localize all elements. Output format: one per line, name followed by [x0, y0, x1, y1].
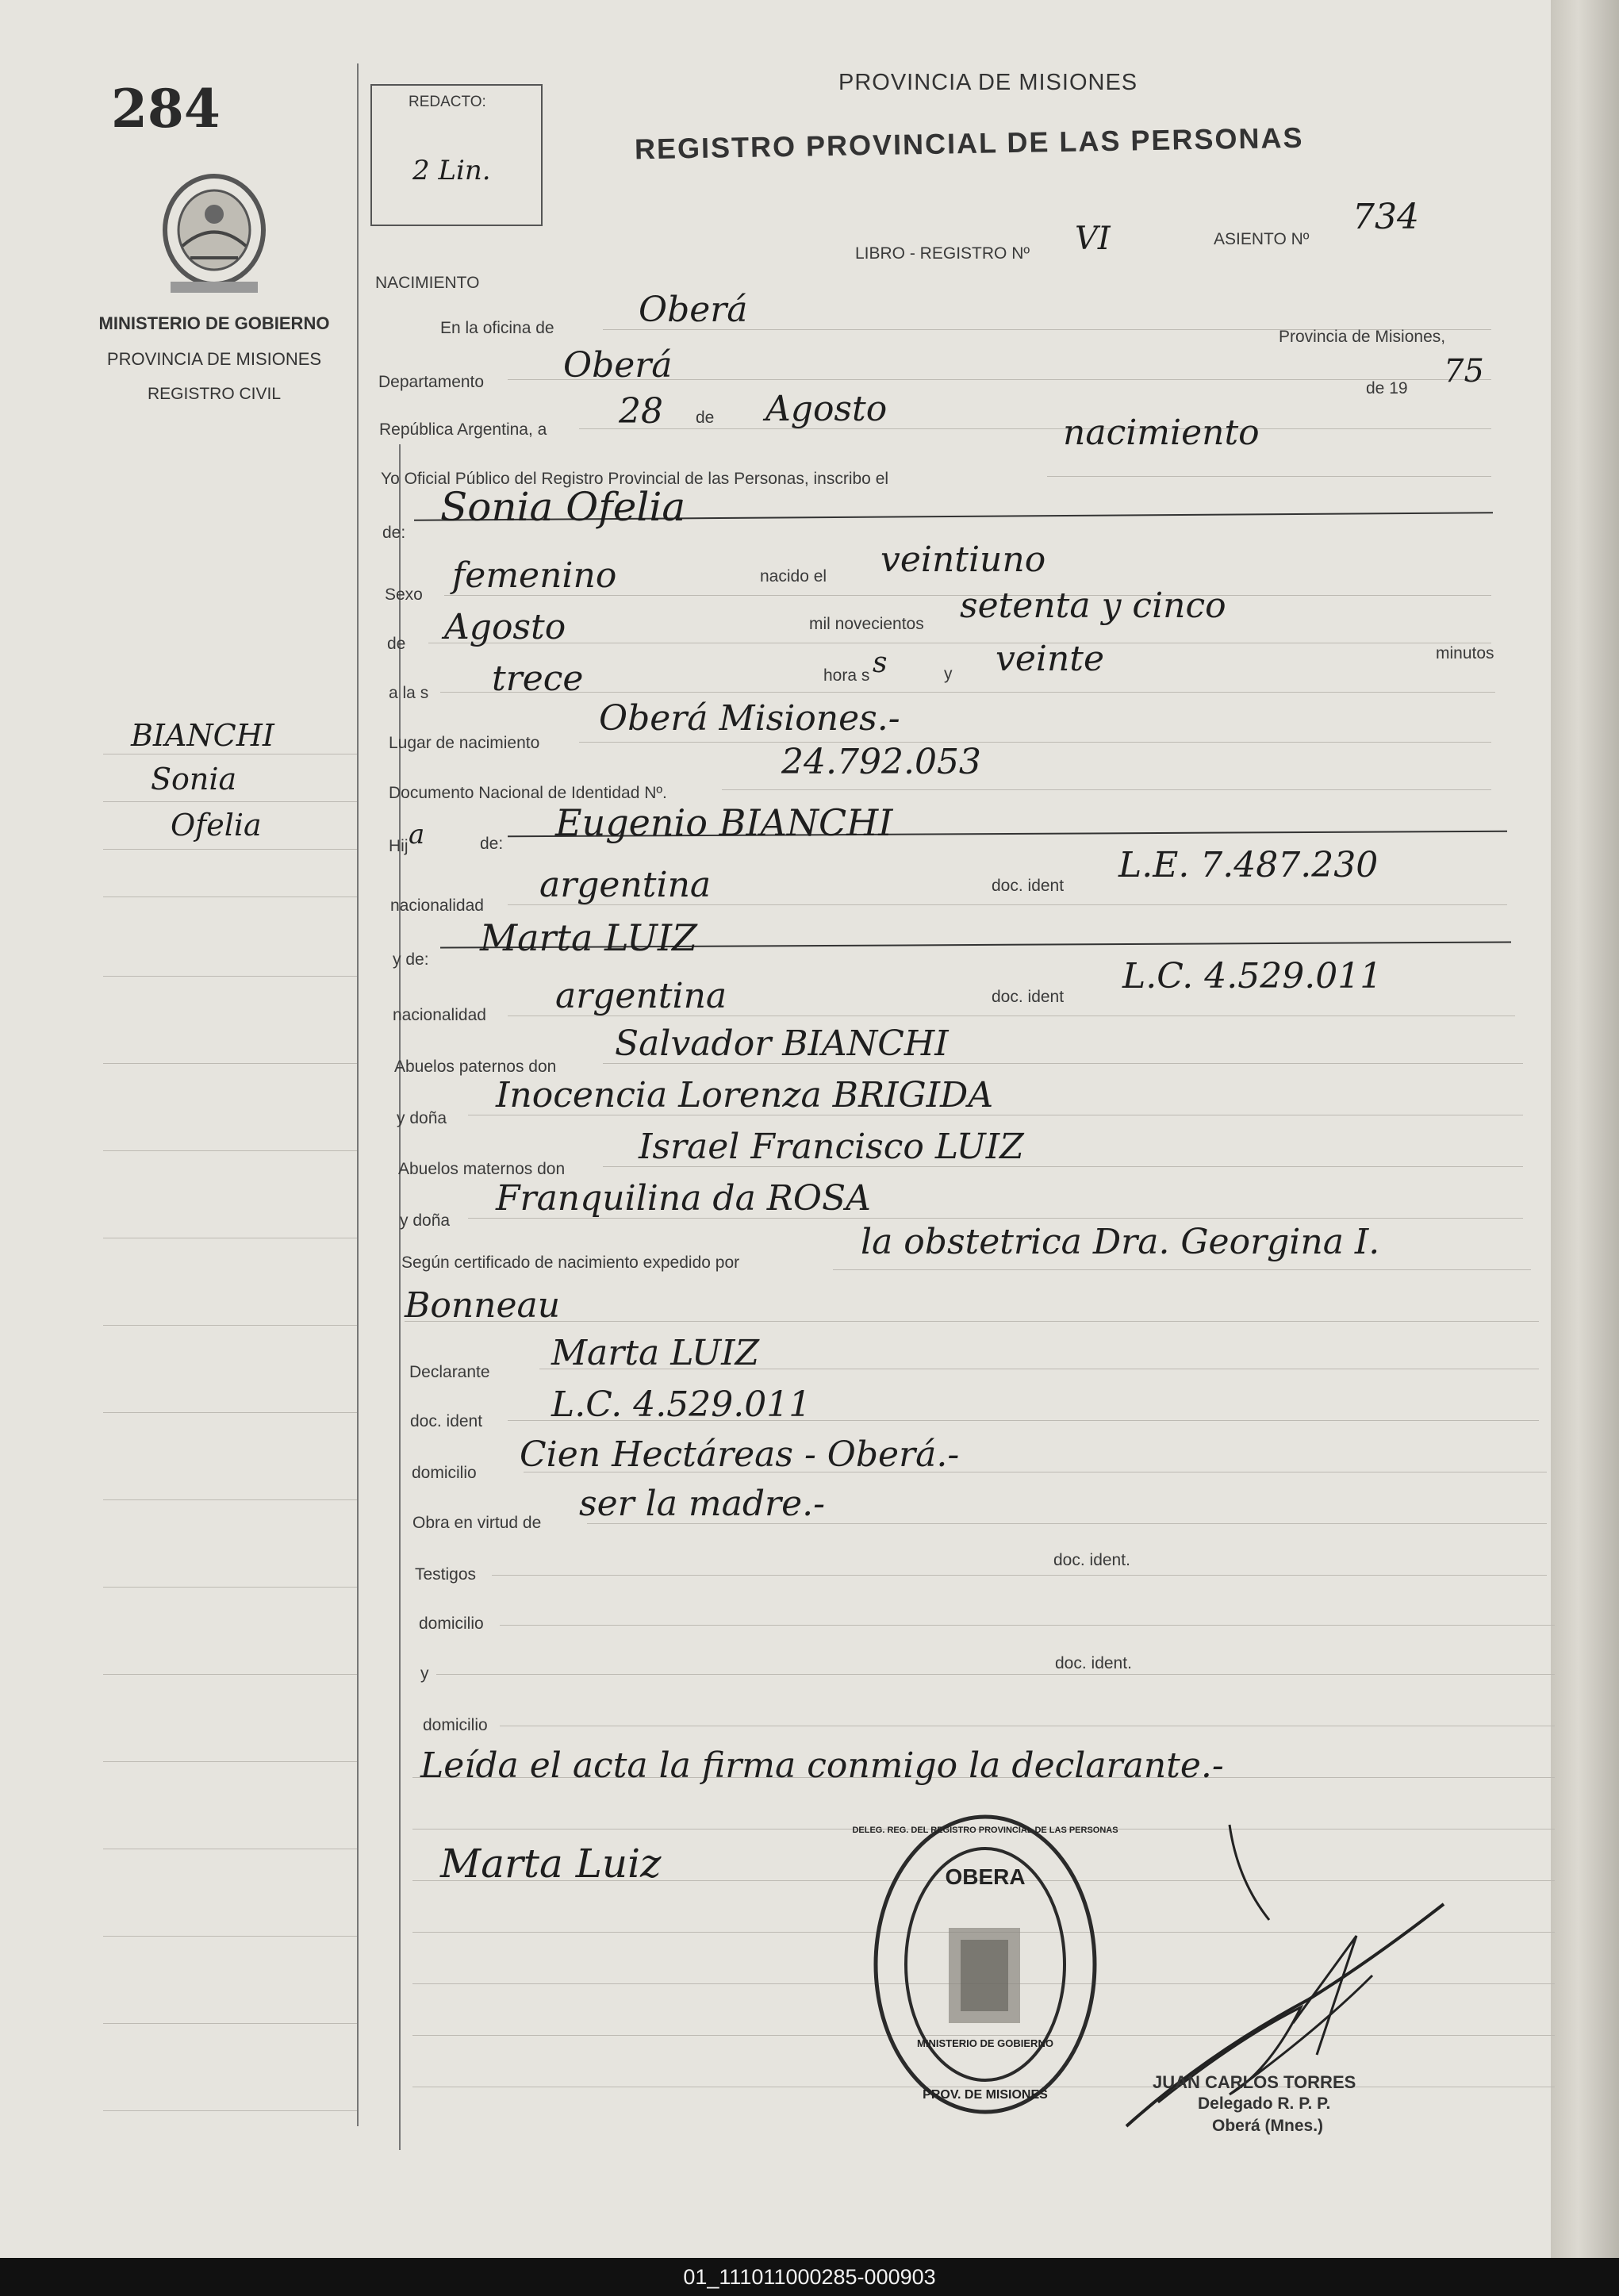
- minutos-value: veinte: [996, 639, 1105, 679]
- doc-declarante-value: L.C. 4.529.011: [551, 1384, 811, 1425]
- de-colon-label-2: de:: [480, 835, 504, 853]
- margin-name-1: Sonia: [151, 762, 237, 797]
- doc-ident-label: doc. ident: [992, 877, 1065, 895]
- certificado-value-2: Bonneau: [405, 1285, 561, 1326]
- y-label: y: [944, 665, 953, 683]
- book-spine: [1551, 0, 1619, 2258]
- margin-line: [103, 1936, 357, 1937]
- departamento-value: Oberá: [563, 345, 673, 386]
- stamp-bottom: PROV. DE MISIONES: [923, 2088, 1048, 2102]
- sexo-value: femenino: [452, 555, 617, 596]
- misiones-crest-icon: [155, 171, 274, 298]
- doc-ident-label-3: doc. ident: [410, 1412, 483, 1430]
- abuelo-pat-value: Salvador BIANCHI: [615, 1023, 949, 1064]
- ruled-line: [492, 1575, 1547, 1576]
- segun-label: Según certificado de nacimiento expedido por: [401, 1254, 740, 1272]
- official-name: JUAN CARLOS TORRES: [1153, 2072, 1356, 2092]
- anio-texto-value: setenta y cinco: [960, 586, 1226, 626]
- doc-madre-value: L.C. 4.529.011: [1122, 956, 1383, 996]
- hijo-suffix-value: a: [409, 819, 425, 850]
- provincia-misiones-label: Provincia de Misiones,: [1279, 328, 1446, 346]
- margin-line: [103, 1063, 357, 1064]
- margin-line: [103, 1587, 357, 1588]
- oficina-value: Oberá: [639, 290, 748, 330]
- certificado-value-1: la obstetrica Dra. Georgina I.: [861, 1222, 1380, 1262]
- mes-value: Agosto: [765, 389, 888, 429]
- ruled-line: [722, 789, 1491, 790]
- dni-value: 24.792.053: [781, 742, 981, 782]
- madre-value: Marta LUIZ: [480, 916, 697, 959]
- minutos-label: minutos: [1436, 644, 1494, 662]
- libro-value: VI: [1075, 221, 1111, 257]
- margin-line: [103, 2110, 357, 2111]
- testigos-label: Testigos: [415, 1565, 477, 1584]
- sexo-label: Sexo: [385, 586, 423, 604]
- y-lower-label: y: [420, 1664, 429, 1683]
- margin-line: [103, 1674, 357, 1675]
- ruled-line: [579, 742, 1491, 743]
- dia-value: 28: [619, 391, 663, 432]
- province-name: PROVINCIA DE MISIONES: [106, 349, 322, 369]
- sheet-number: 284: [111, 78, 221, 140]
- declarante-signature: Marta Luiz: [440, 1841, 662, 1887]
- oficina-label: En la oficina de: [440, 319, 554, 337]
- yo-oficial-label: Yo Oficial Público del Registro Provincial de las Personas, inscribo el: [381, 470, 889, 488]
- official-place: Oberá (Mnes.): [1212, 2117, 1324, 2135]
- obra-value: ser la madre.-: [579, 1484, 825, 1524]
- domicilio-label: domicilio: [412, 1464, 477, 1482]
- ruled-line: [440, 692, 1495, 693]
- redacto-label: REDACTO:: [409, 94, 486, 110]
- hora-s-value: s: [873, 647, 888, 679]
- stamp-top: OBERA: [945, 1864, 1026, 1889]
- margin-line: [103, 801, 357, 802]
- padre-value: Eugenio BIANCHI: [555, 801, 893, 844]
- ruled-line: [405, 1321, 1539, 1322]
- margin-line: [103, 1325, 357, 1326]
- asiento-value: 734: [1352, 197, 1419, 237]
- nacimiento-heading: NACIMIENTO: [375, 274, 480, 292]
- ruled-line: [436, 1674, 1555, 1675]
- domicilio-label-3: domicilio: [423, 1716, 488, 1734]
- dni-label: Documento Nacional de Identidad Nº.: [389, 784, 667, 802]
- stamp-inner: MINISTERIO DE GOBIERNO: [917, 2037, 1053, 2049]
- nombre-value: Sonia Ofelia: [440, 484, 686, 530]
- libro-label: LIBRO - REGISTRO Nº: [855, 244, 1030, 263]
- anio-value: 75: [1444, 353, 1484, 390]
- footer-id: 01_111011000285-000903: [0, 2258, 1619, 2296]
- mil-novecientos-label: mil novecientos: [809, 615, 924, 633]
- nacido-el-value: veintiuno: [880, 539, 1046, 580]
- ruled-line: [1047, 476, 1491, 477]
- declarante-label: Declarante: [409, 1363, 490, 1381]
- declarante-value: Marta LUIZ: [551, 1333, 760, 1373]
- nacido-el-label: nacido el: [760, 567, 827, 586]
- mes-nac-value: Agosto: [444, 607, 566, 647]
- cierre-value: Leída el acta la firma conmigo la declarante.-: [420, 1745, 1224, 1786]
- abuela-pat-value: Inocencia Lorenza BRIGIDA: [496, 1075, 994, 1115]
- header-title: REGISTRO PROVINCIAL DE LAS PERSONAS: [634, 121, 1304, 166]
- margin-line: [103, 2023, 357, 2024]
- stamp-outer: DELEG. REG. DEL REGISTRO PROVINCIAL DE LAS PERSONAS: [852, 1826, 1118, 1835]
- margin-surname: BIANCHI: [131, 718, 274, 753]
- a-las-label: a la s: [389, 684, 429, 702]
- nacionalidad-label-2: nacionalidad: [393, 1006, 486, 1024]
- margin-line: [103, 1761, 357, 1762]
- margin-rule: [357, 63, 359, 2126]
- de-19-label: de 19: [1366, 379, 1408, 397]
- a-las-value: trece: [492, 658, 584, 699]
- margin-line: [103, 1412, 357, 1413]
- nac-padre-value: argentina: [539, 865, 712, 905]
- de-lower-label: de: [387, 635, 406, 653]
- doc-ident-label-2: doc. ident: [992, 988, 1065, 1006]
- y-de-label: y de:: [393, 950, 429, 969]
- domicilio-label-2: domicilio: [419, 1614, 484, 1633]
- obra-label: Obra en virtud de: [412, 1514, 542, 1532]
- abuelos-maternos-label: Abuelos maternos don: [398, 1160, 566, 1178]
- margin-line: [103, 976, 357, 977]
- lugar-label: Lugar de nacimiento: [389, 734, 540, 752]
- doc-padre-value: L.E. 7.487.230: [1118, 845, 1379, 885]
- republica-label: República Argentina, a: [379, 420, 547, 439]
- hora-label: hora s: [823, 666, 870, 685]
- domicilio-value: Cien Hectáreas - Oberá.-: [520, 1434, 960, 1475]
- official-stamp-icon: [852, 1809, 1118, 2120]
- asiento-label: ASIENTO Nº: [1214, 230, 1310, 248]
- margin-line: [103, 1150, 357, 1151]
- de-label: de: [696, 409, 715, 427]
- abuelo-mat-value: Israel Francisco LUIZ: [639, 1127, 1024, 1167]
- ruled-line: [579, 428, 1491, 429]
- abuelos-paternos-label: Abuelos paternos don: [394, 1058, 557, 1076]
- nacionalidad-label: nacionalidad: [390, 897, 484, 915]
- ruled-line: [500, 1625, 1555, 1626]
- official-title: Delegado R. P. P.: [1198, 2094, 1331, 2113]
- registry-name: REGISTRO CIVIL: [147, 385, 282, 403]
- nac-madre-value: argentina: [555, 976, 727, 1016]
- redacto-value: 2 Lin.: [412, 155, 491, 186]
- margin-line: [103, 849, 357, 850]
- margin-line: [103, 1499, 357, 1500]
- lugar-value: Oberá Misiones.-: [599, 698, 900, 739]
- margin-name-2: Ofelia: [171, 808, 262, 843]
- y-dona-label: y doña: [397, 1109, 447, 1127]
- de-colon-label: de:: [382, 524, 406, 542]
- doc-ident-label-4: doc. ident.: [1053, 1551, 1130, 1569]
- header-province: PROVINCIA DE MISIONES: [838, 70, 1138, 95]
- departamento-label: Departamento: [378, 373, 485, 391]
- hijo-label: Hij: [389, 837, 409, 855]
- ministry-name: MINISTERIO DE GOBIERNO: [98, 313, 330, 333]
- doc-ident-label-5: doc. ident.: [1055, 1654, 1132, 1672]
- y-dona-label-2: y doña: [400, 1211, 451, 1230]
- abuela-mat-value: Franquilina da ROSA: [496, 1178, 871, 1219]
- ruled-line: [833, 1269, 1531, 1270]
- inscribo-value: nacimiento: [1063, 413, 1260, 453]
